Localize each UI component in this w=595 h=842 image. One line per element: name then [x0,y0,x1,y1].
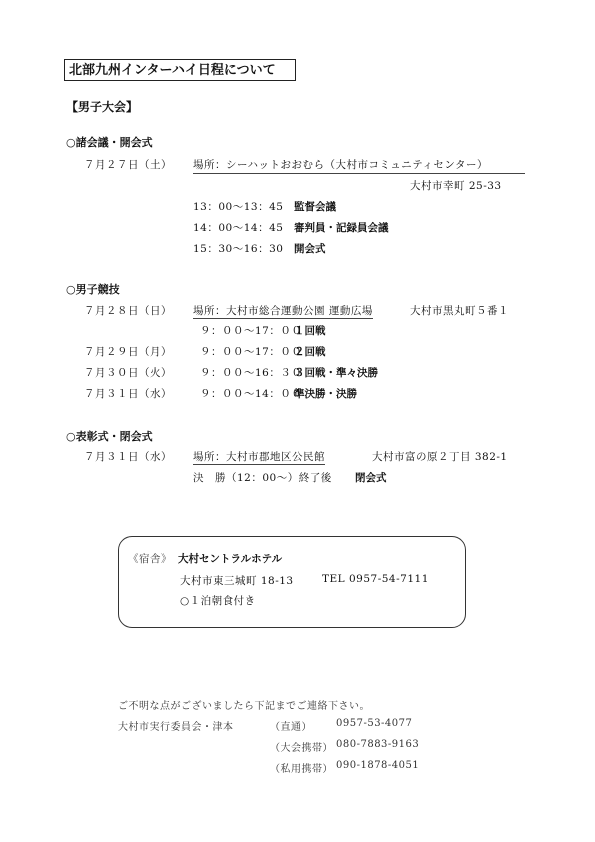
lodging-tag: 《宿舎》 [128,553,172,565]
opening-time-1: 13：00～13：45 [193,201,284,213]
division-heading: 【男子大会】 [66,100,139,114]
opening-time-2: 14：00～14：45 [193,222,284,234]
competition-date-1: ７月２８日（日） [84,305,172,317]
opening-date: ７月２７日（土） [84,159,172,171]
opening-event-3: 開会式 [294,243,326,255]
lodging-tel: TEL 0957-54-7111 [322,573,429,585]
competition-time-1: ９：００～17：００ [200,325,303,337]
closing-address: 大村市富の原２丁目 382-1 [372,451,508,463]
competition-date-2: ７月２９日（月） [84,346,172,358]
opening-address: 大村市幸町 25-33 [410,180,502,192]
lodging-note: ○１泊朝食付き [180,595,256,607]
contact-intro: ご不明な点がございましたら下記までご連絡下さい。 [118,701,370,712]
opening-event-1: 監督会議 [294,201,336,213]
contact-person: 大村市実行委員会・津本 [118,722,234,733]
lodging-hotel-name: 大村セントラルホテル [178,553,283,565]
contact-direct-label: （直通） [270,722,312,733]
competition-round-1: １回戦 [294,325,326,337]
competition-address: 大村市黒丸町５番１ [410,305,509,317]
competition-date-3: ７月３０日（火） [84,367,172,379]
contact-event-mobile-number: 080-7883-9163 [336,739,420,750]
contact-private-mobile-number: 090-1878-4051 [336,760,420,771]
contact-event-mobile-label: （大会携帯） [270,743,333,754]
competition-heading: ○男子競技 [66,283,120,296]
competition-time-4: ９：００～14：００ [200,388,303,400]
contact-private-mobile-label: （私用携帯） [270,764,333,775]
competition-round-3: ３回戦・準々決勝 [294,367,378,379]
opening-time-3: 15：30～16：30 [193,243,284,255]
closing-heading: ○表彰式・閉会式 [66,430,153,443]
contact-direct-number: 0957-53-4077 [336,718,413,729]
lodging-address: 大村市東三城町 18-13 [180,575,294,587]
competition-time-2: ９：００～17：００ [200,346,303,358]
closing-venue: 場所：大村市郡地区公民館 [193,451,325,463]
competition-time-3: ９：００～16：３０ [200,367,303,379]
closing-ceremony: 閉会式 [355,472,387,484]
closing-timing: 決 勝（12：00～）終了後 [193,472,332,484]
closing-date: ７月３１日（水） [84,451,172,463]
competition-round-4: 準決勝・決勝 [294,388,357,400]
competition-round-2: ２回戦 [294,346,326,358]
opening-heading: ○諸会議・開会式 [66,136,153,149]
competition-date-4: ７月３１日（水） [84,388,172,400]
competition-venue: 場所：大村市総合運動公園 運動広場 [193,305,373,317]
opening-venue: 場所：シーハットおおむら（大村市コミュニティセンター） [193,157,525,174]
document-title: 北部九州インターハイ日程について [64,59,296,81]
opening-event-2: 審判員・記録員会議 [294,222,389,234]
